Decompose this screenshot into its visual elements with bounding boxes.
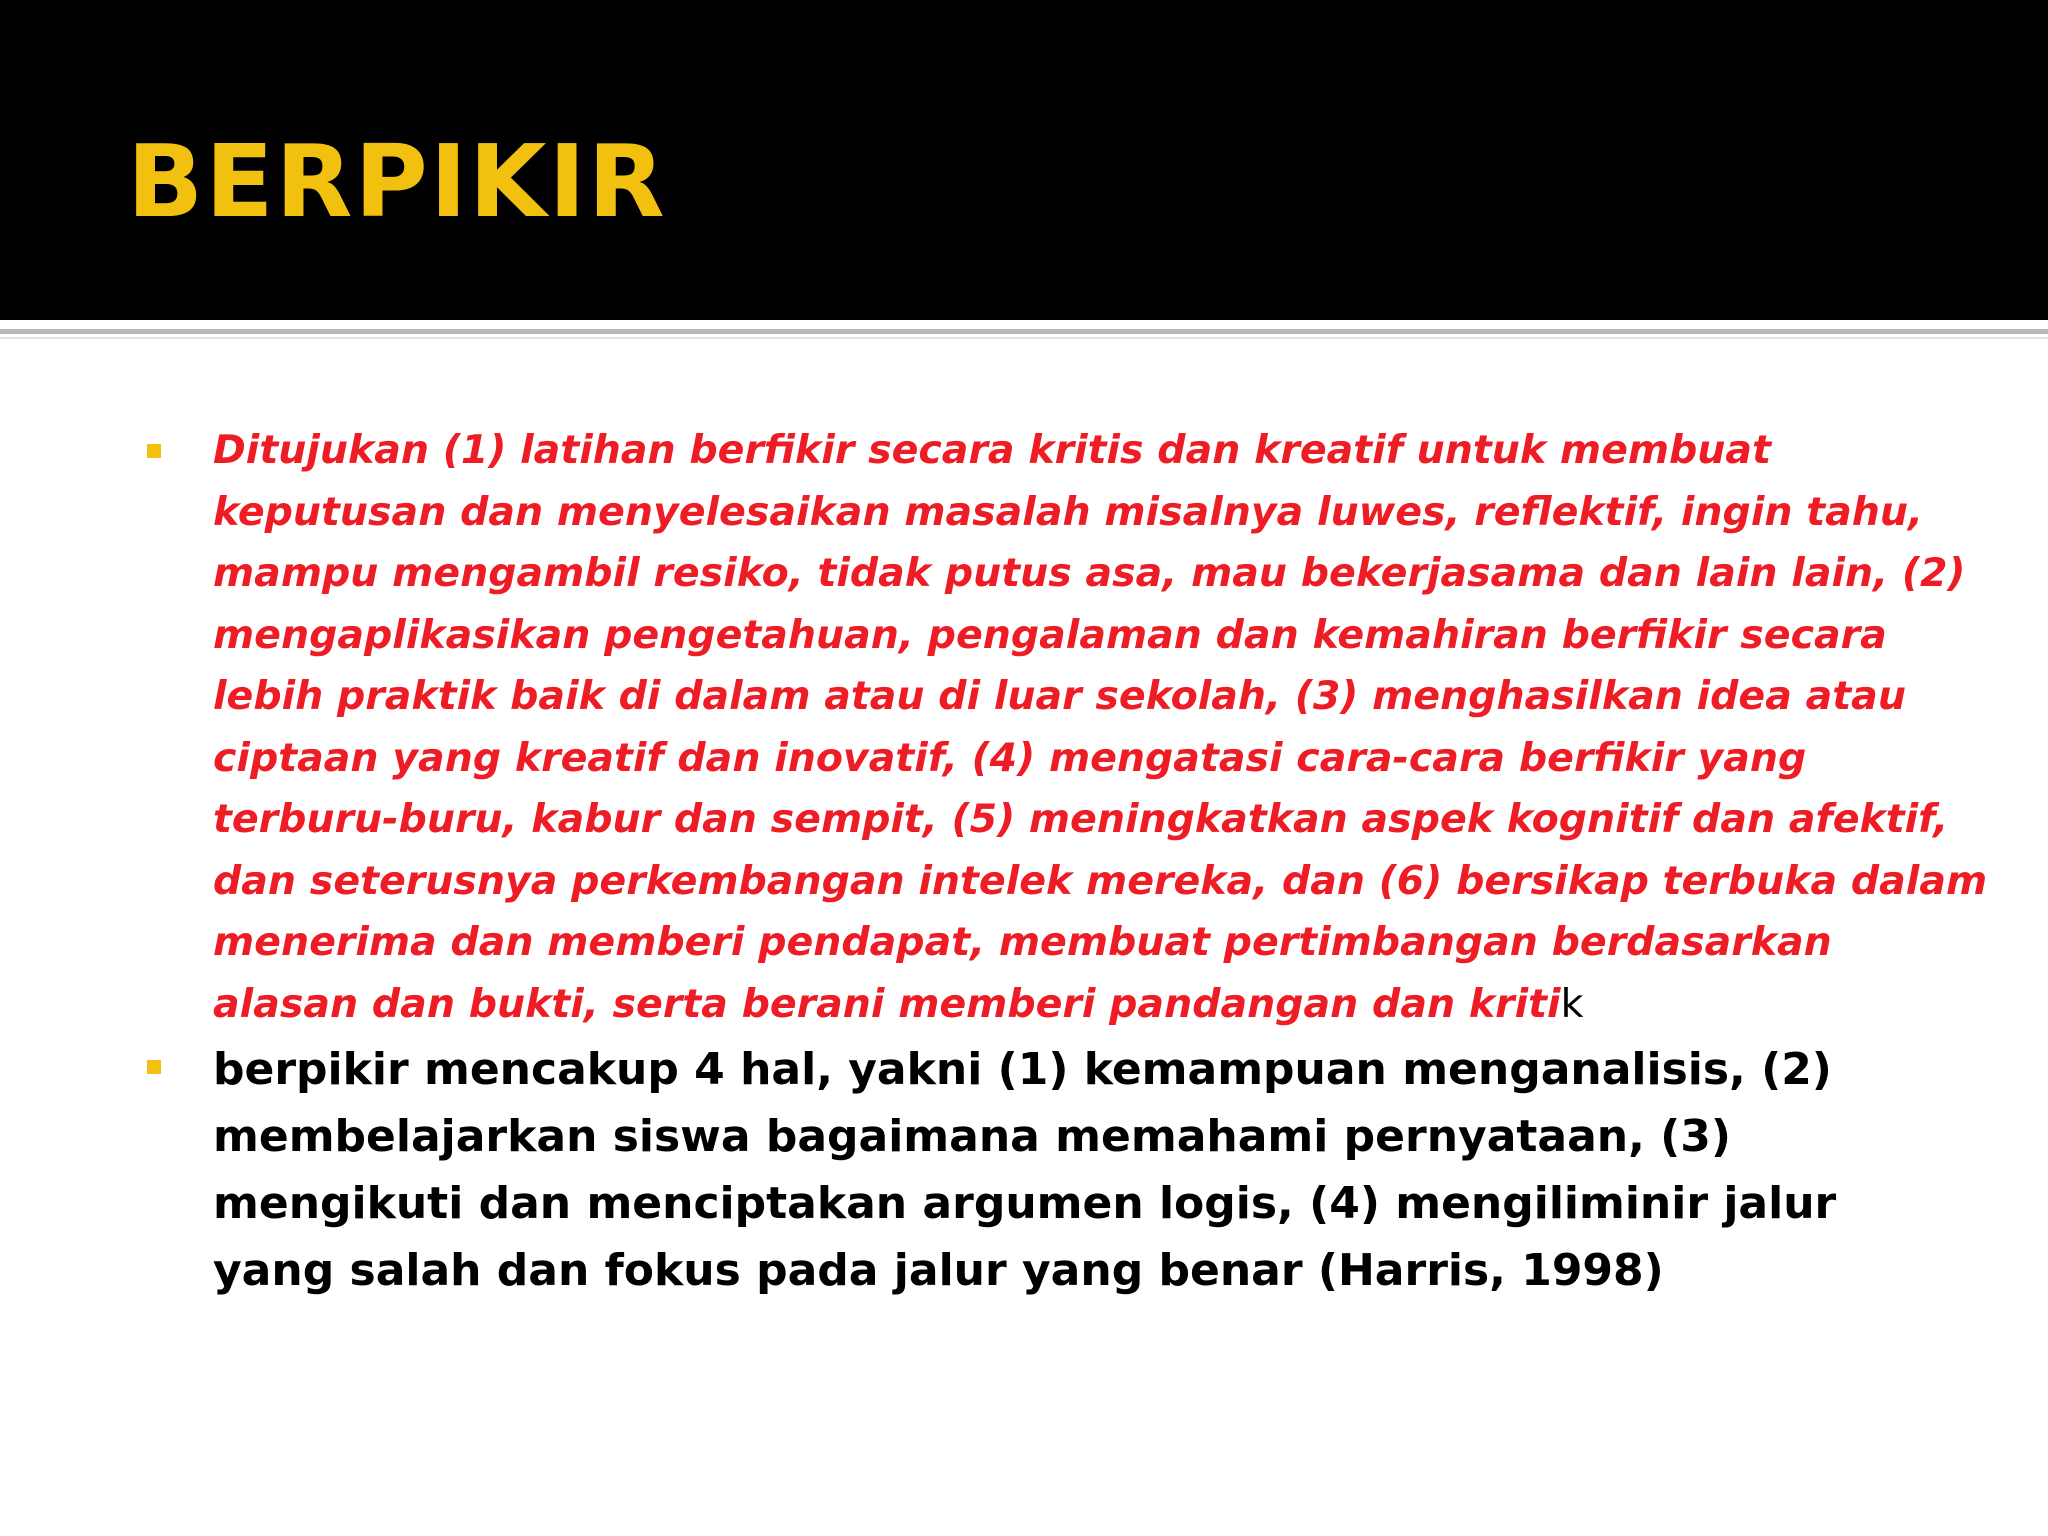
- bullet-line: mengikuti dan menciptakan argumen logis, (4) mengiliminir jalur: [213, 1178, 1837, 1229]
- bullet-line: membelajarkan siswa bagaimana memahami pernyataan, (3): [213, 1111, 1731, 1162]
- bullet-line: dan seterusnya perkembangan intelek mereka, dan (6) bersikap terbuka dalam: [213, 857, 1988, 904]
- bullet-line: keputusan dan menyelesaikan masalah misalnya luwes, reflektif, ingin tahu,: [213, 488, 1924, 535]
- square-bullet-icon: [147, 1060, 161, 1074]
- bullet-line: yang salah dan fokus pada jalur yang benar (Harris, 1998): [213, 1245, 1664, 1296]
- bullet-line: berpikir mencakup 4 hal, yakni (1) kemampuan menganalisis, (2): [213, 1044, 1832, 1095]
- slide-title: BERPIKIR: [127, 123, 667, 240]
- bullet-line: lebih praktik baik di dalam atau di luar sekolah, (3) menghasilkan idea atau: [213, 673, 1906, 719]
- bullet-text-goals: [213, 420, 1987, 1035]
- bullet-line: terburu-buru, kabur dan sempit, (5) meningkatkan aspek kognitif dan afektif,: [213, 796, 1949, 842]
- bullet-line: ciptaan yang kreatif dan inovatif, (4) mengatasi cara-cara berfikir yang: [213, 734, 1807, 781]
- bullet-line-tail: k: [1560, 980, 1584, 1027]
- square-bullet-icon: [147, 444, 161, 458]
- bullet-line: mampu mengambil resiko, tidak putus asa, mau bekerjasama dan lain lain, (2): [213, 550, 1966, 596]
- bullet-line-last-text: alasan dan bukti, serta berani memberi pandangan dan kriti: [213, 980, 1561, 1027]
- bullet-line: menerima dan memberi pendapat, membuat pertimbangan berdasarkan: [213, 919, 1832, 965]
- bullet-line: Ditujukan (1) latihan berfikir secara kritis dan kreatif untuk membuat: [213, 427, 1771, 473]
- bullet-text-scope: [213, 1036, 1836, 1304]
- bullet-line-last: [213, 974, 1987, 1036]
- bullet-line: mengaplikasikan pengetahuan, pengalaman dan kemahiran berfikir secara: [213, 611, 1887, 658]
